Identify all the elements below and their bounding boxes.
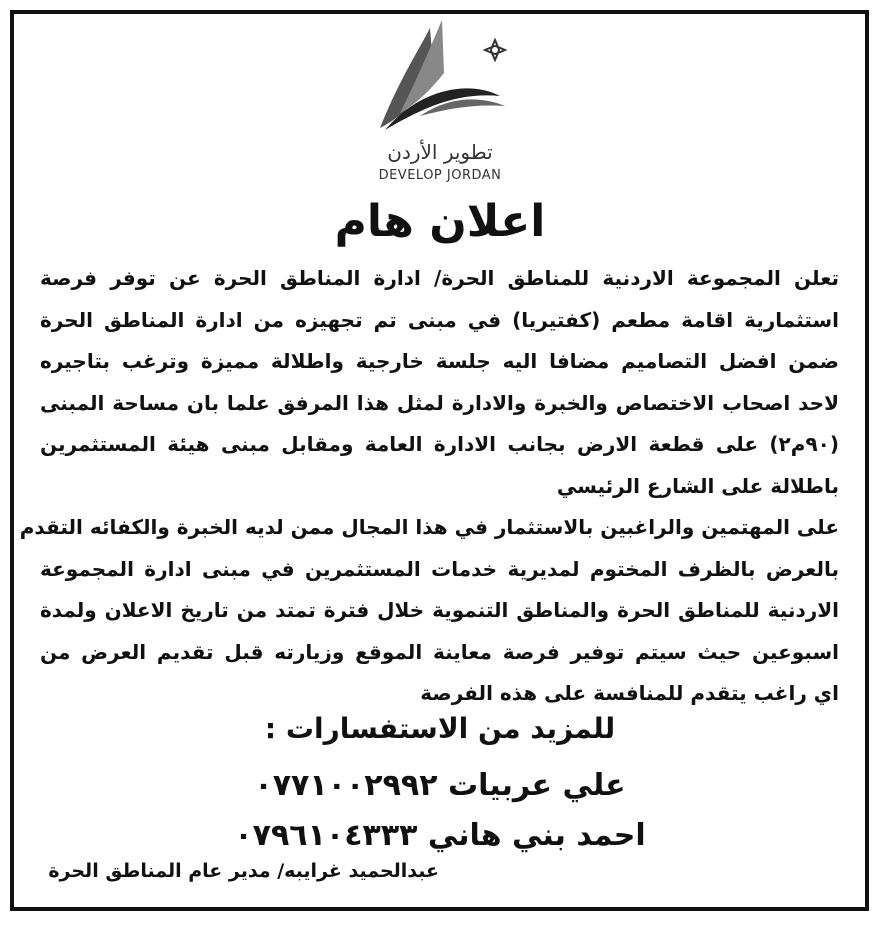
announcement-title: اعلان هام	[334, 196, 546, 247]
signature-line: عبدالحميد غرايبه/ مدير عام المناطق الحرة	[48, 860, 439, 882]
announcement-body	[19, 258, 839, 715]
text-line: (٩٠م٢) على قطعة الارض بجانب الادارة العامة ومقابل مبنى هيئة المستثمرين	[40, 432, 839, 456]
text-line: ضمن افضل التصاميم مضافا اليه جلسة خارجية واطلالة مميزة وترغب بتاجيره	[40, 349, 839, 373]
inquiries-heading: للمزيد من الاستفسارات :	[264, 712, 616, 745]
text-line: باطلالة على الشارع الرئيسي	[556, 473, 839, 498]
text-line: لاحد اصحاب الاختصاص والخبرة والادارة لمثل هذا المرفق علما بان مساحة المبنى	[40, 390, 839, 415]
contact-person-2: احمد بني هاني ٠٧٩٦١٠٤٣٣٣	[234, 818, 646, 853]
text-line: على المهتمين والراغبين بالاستثمار في هذا المجال ممن لديه الخبرة والكفائه التقدم	[19, 515, 839, 539]
brand-name-english: DEVELOP JORDAN	[378, 168, 502, 183]
paragraph-2	[19, 507, 839, 715]
text-line: تعلن المجموعة الاردنية للمناطق الحرة/ ادارة المناطق الحرة عن توفر فرصة	[40, 266, 839, 290]
text-line: اي راغب يتقدم للمنافسة على هذه الفرصة	[420, 681, 839, 705]
contact-person-1: علي عربيات ٠٧٧١٠٠٢٩٩٢	[254, 768, 626, 803]
paragraph-1	[40, 258, 839, 507]
text-line: اسبوعين حيث سيتم توفير فرصة معاينة الموقع وزيارته قبل تقديم العرض من	[40, 639, 839, 664]
text-line: استثمارية اقامة مطعم (كفتيريا) في مبنى تم تجهيزه من ادارة المناطق الحرة	[40, 307, 839, 332]
brand-name-arabic: تطوير الأردن	[387, 140, 493, 164]
develop-jordan-logo	[360, 18, 530, 138]
text-line: الاردنية للمناطق الحرة والمناطق التنموية خلال فترة تمتد من تاريخ الاعلان ولمدة	[40, 598, 839, 622]
text-line: بالعرض بالظرف المختوم لمديرية خدمات المستثمرين في مبنى ادارة المجموعة	[40, 556, 839, 581]
